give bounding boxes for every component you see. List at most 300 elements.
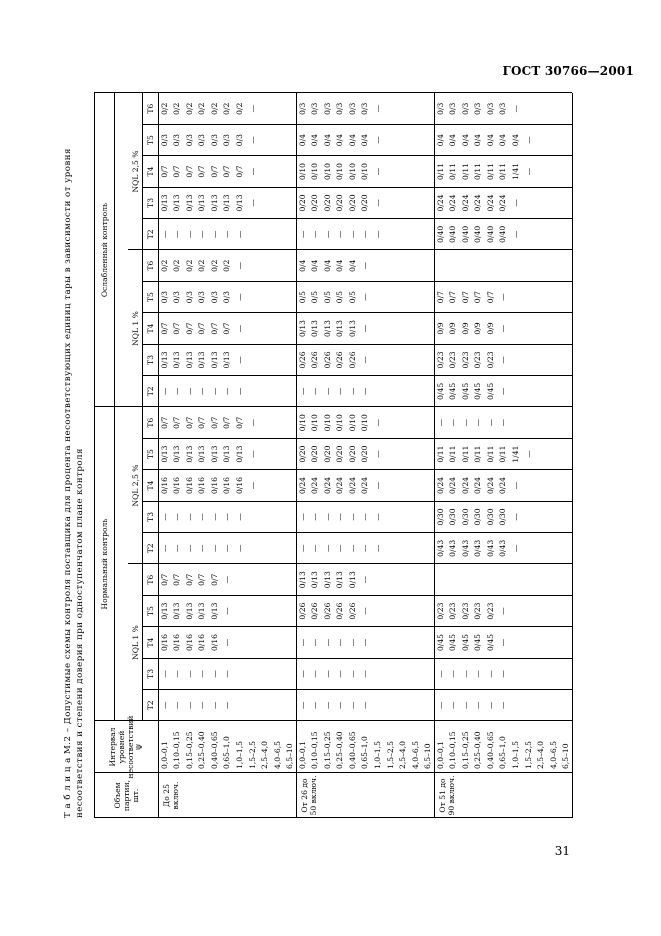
table-cell: 0/7 <box>159 165 169 178</box>
table-cell: 0/13 <box>297 571 307 589</box>
table-cell: — <box>310 230 320 239</box>
table-cell: 0/7 <box>172 573 182 586</box>
table-cell: 0/24 <box>485 194 495 212</box>
table-cell: — <box>247 450 257 458</box>
rule-line <box>142 658 572 659</box>
table-cell: 0/13 <box>184 602 194 620</box>
table-caption: Т а б л и ц а М.2 – Допустимые схемы контроля поставщика для процента несоответствующих единиц тары в зависимости от уровня несоответствия и степени доверия при одноступенчатом плане контроля <box>63 148 85 818</box>
table-cell: 0/4 <box>360 134 370 147</box>
rotated-table-block <box>62 93 572 818</box>
nonconformity-level: 0,10–0,15 <box>172 731 182 769</box>
subcolumn-header-t4: Т4 <box>145 323 155 334</box>
table-cell: 0/30 <box>498 508 508 526</box>
table-cell: 0/9 <box>473 322 483 335</box>
table-cell: — <box>159 544 169 553</box>
table-cell: — <box>360 387 370 396</box>
nonconformity-level: 4,0–6,5 <box>272 741 282 769</box>
table-cell: 0/2 <box>209 259 219 272</box>
table-cell: 0/7 <box>184 165 194 178</box>
table-cell: — <box>373 450 383 458</box>
table-cell: — <box>184 701 194 710</box>
table-top-border <box>94 93 95 818</box>
table-cell: 0/7 <box>197 322 207 335</box>
table-cell: — <box>322 638 332 647</box>
table-cell: — <box>373 418 383 427</box>
table-cell: — <box>159 513 169 521</box>
table-cell: 0/3 <box>297 102 307 115</box>
table-cell: — <box>322 387 332 396</box>
table-cell: 0/7 <box>473 291 483 304</box>
table-cell: 0/9 <box>448 322 458 335</box>
nonconformity-level: 4,0–6,5 <box>410 741 420 769</box>
column-header-volume: Объем партии, шт. <box>112 779 140 812</box>
table-cell: 0/4 <box>335 134 345 147</box>
table-cell: — <box>184 513 194 521</box>
table-cell: — <box>511 513 521 521</box>
table-cell: 0/4 <box>485 134 495 147</box>
rule-line <box>142 124 572 125</box>
table-cell: 0/16 <box>159 476 169 495</box>
table-cell: — <box>485 701 495 710</box>
table-cell: 0/4 <box>498 134 508 147</box>
table-cell: — <box>498 607 508 615</box>
nonconformity-level: 0,25–0,40 <box>197 731 207 769</box>
table-cell: 0/13 <box>310 571 320 589</box>
table-cell: 0/3 <box>335 102 345 115</box>
table-cell: 0/10 <box>297 414 307 432</box>
subcolumn-header-t2: Т2 <box>145 229 155 240</box>
table-cell: 0/43 <box>435 539 445 557</box>
table-cell: — <box>235 544 245 553</box>
table-cell: 0/24 <box>460 194 470 212</box>
table-cell: — <box>347 230 357 239</box>
table-cell: 0/10 <box>360 414 370 432</box>
table-cell: — <box>335 638 345 647</box>
table-cell: 0/4 <box>448 134 458 147</box>
table-cell: 0/26 <box>322 351 332 369</box>
table-cell: 0/45 <box>435 382 445 400</box>
nonconformity-level: 2,5–4,0 <box>260 741 270 769</box>
table-cell: 0/24 <box>335 476 345 495</box>
table-cell: 1/41 <box>511 445 521 463</box>
rule-line <box>142 375 572 376</box>
table-cell: 0/7 <box>172 322 182 335</box>
table-cell: 0/23 <box>485 602 495 620</box>
table-cell: 0/13 <box>222 445 232 463</box>
table-cell: 0/13 <box>184 194 194 212</box>
table-cell: — <box>322 670 332 678</box>
table-cell: 0/2 <box>222 102 232 115</box>
table-cell: — <box>322 544 332 553</box>
header-nql-1: NQL 1 % <box>130 625 140 660</box>
table-cell: — <box>159 701 169 710</box>
table-cell: 0/3 <box>485 102 495 115</box>
table-cell: — <box>235 387 245 396</box>
table-cell: 0/2 <box>172 259 182 272</box>
table-cell: — <box>347 513 357 521</box>
table-cell: 0/40 <box>448 225 458 243</box>
table-cell: 0/16 <box>197 476 207 495</box>
rule-line <box>142 501 572 502</box>
table-cell: 0/3 <box>159 291 169 304</box>
table-cell: 0/7 <box>209 322 219 335</box>
table-cell: 0/26 <box>335 602 345 620</box>
table-cell: 0/11 <box>435 162 445 181</box>
table-cell: — <box>373 199 383 207</box>
table-cell: 0/16 <box>184 476 194 495</box>
table-cell: 0/3 <box>222 134 232 147</box>
table-cell: 0/16 <box>197 633 207 652</box>
nonconformity-level: 0,0–0,1 <box>435 741 445 769</box>
nonconformity-level: 6,5–10 <box>423 743 433 769</box>
table-cell: — <box>473 701 483 710</box>
nonconformity-level: 0,15–0,25 <box>460 731 470 769</box>
table-cell: — <box>172 670 182 678</box>
table-cell: — <box>485 670 495 678</box>
table-cell: 0/24 <box>310 476 320 495</box>
table-cell: 0/13 <box>172 602 182 620</box>
table-cell: 0/13 <box>209 194 219 212</box>
table-cell: 0/16 <box>172 476 182 495</box>
rule-line <box>128 564 572 565</box>
table-cell: 0/4 <box>297 259 307 272</box>
rule-line <box>142 344 572 345</box>
table-cell: 0/4 <box>473 134 483 147</box>
table-cell: 0/45 <box>460 633 470 652</box>
table-cell: 0/11 <box>498 162 508 181</box>
table-cell: — <box>473 670 483 678</box>
table-cell: 0/7 <box>235 165 245 178</box>
table-cell: — <box>498 418 508 427</box>
table-cell: 0/5 <box>335 291 345 304</box>
table-cell: 0/4 <box>322 259 332 272</box>
table-cell: 0/7 <box>184 573 194 586</box>
table-cell: 0/13 <box>172 445 182 463</box>
table-cell: — <box>498 293 508 301</box>
nonconformity-level: 1,5–2,5 <box>385 741 395 769</box>
table-cell: 0/7 <box>485 291 495 304</box>
table-cell: — <box>373 481 383 490</box>
table-cell: — <box>172 513 182 521</box>
nonconformity-level: 4,0–6,5 <box>548 741 558 769</box>
table-cell: 0/3 <box>222 291 232 304</box>
table-cell: 0/7 <box>159 416 169 429</box>
table-cell: — <box>222 575 232 584</box>
table-cell: — <box>184 670 194 678</box>
table-cell: 0/45 <box>485 633 495 652</box>
table-cell: 0/3 <box>347 102 357 115</box>
table-cell: 0/2 <box>222 259 232 272</box>
table-cell: 0/2 <box>159 102 169 115</box>
table-cell: 0/2 <box>172 102 182 115</box>
table-cell: 0/26 <box>335 351 345 369</box>
table-cell: 0/2 <box>209 102 219 115</box>
table-cell: — <box>360 513 370 521</box>
table-cell: — <box>297 544 307 553</box>
table-cell: 0/4 <box>322 134 332 147</box>
table-cell: 0/16 <box>159 633 169 652</box>
table-cell: 0/40 <box>460 225 470 243</box>
table-cell: — <box>209 513 219 521</box>
table-cell: — <box>511 230 521 239</box>
table-cell: 0/3 <box>310 102 320 115</box>
table-cell: 0/7 <box>460 291 470 304</box>
table-cell: 0/16 <box>235 476 245 495</box>
table-cell: 0/3 <box>473 102 483 115</box>
table-cell: 0/13 <box>335 571 345 589</box>
table-cell: — <box>322 230 332 239</box>
table-cell: 0/43 <box>473 539 483 557</box>
table-cell: 0/9 <box>485 322 495 335</box>
table-right-border <box>94 93 572 94</box>
table-cell: 0/20 <box>335 445 345 463</box>
table-cell: 0/4 <box>310 134 320 147</box>
table-cell: 0/24 <box>498 194 508 212</box>
table-cell: — <box>347 544 357 553</box>
nonconformity-level: 1,0–1,5 <box>235 741 245 769</box>
table-cell: — <box>222 670 232 678</box>
table-cell: 0/2 <box>197 102 207 115</box>
subcolumn-header-t4: Т4 <box>145 166 155 177</box>
lot-volume-label: От 51 до 90 включ. <box>438 775 456 816</box>
table-cell: 0/3 <box>209 291 219 304</box>
table-cell: 0/45 <box>473 633 483 652</box>
subcolumn-header-t3: Т3 <box>145 354 155 365</box>
table-cell: — <box>209 544 219 553</box>
table-cell: 0/5 <box>297 291 307 304</box>
table-cell: 0/24 <box>460 476 470 495</box>
table-cell: 0/7 <box>222 165 232 178</box>
table-cell: — <box>523 167 533 176</box>
table-cell: 0/11 <box>498 445 508 463</box>
table-cell: — <box>347 387 357 396</box>
table-cell: — <box>498 324 508 333</box>
table-cell: — <box>335 544 345 553</box>
table-cell: 0/7 <box>222 322 232 335</box>
table-cell: — <box>159 670 169 678</box>
nonconformity-level: 2,5–4,0 <box>536 741 546 769</box>
nonconformity-level: 6,5–10 <box>285 743 295 769</box>
table-cell: 0/13 <box>184 351 194 369</box>
table-cell: 0/45 <box>460 382 470 400</box>
table-cell: 0/9 <box>435 322 445 335</box>
table-cell: 0/45 <box>448 382 458 400</box>
table-cell: 0/13 <box>197 445 207 463</box>
table-cell: — <box>498 670 508 678</box>
nonconformity-level: 2,5–4,0 <box>398 741 408 769</box>
rule-line <box>142 626 572 627</box>
table-cell: 0/10 <box>310 414 320 432</box>
table-cell: 0/16 <box>209 476 219 495</box>
table-cell: — <box>435 670 445 678</box>
table-cell: 0/7 <box>435 291 445 304</box>
table-cell: 0/24 <box>435 194 445 212</box>
table-cell: — <box>222 513 232 521</box>
table-cell: — <box>235 513 245 521</box>
rule-line <box>142 281 572 282</box>
table-cell: 0/7 <box>184 322 194 335</box>
table-cell: — <box>322 513 332 521</box>
table-cell: 0/23 <box>473 602 483 620</box>
table-cell: 0/11 <box>473 445 483 463</box>
table-cell: — <box>373 230 383 239</box>
header-nql-2-5: NQL 2,5 % <box>130 464 140 507</box>
subcolumn-header-t3: Т3 <box>145 511 155 522</box>
table-cell: 0/40 <box>435 225 445 243</box>
table-cell: — <box>235 261 245 270</box>
subcolumn-header-t5: Т5 <box>145 135 155 146</box>
table-cell: 0/13 <box>347 571 357 589</box>
table-cell: — <box>297 701 307 710</box>
subcolumn-header-t4: Т4 <box>145 637 155 648</box>
table-cell: 0/43 <box>448 539 458 557</box>
table-cell: — <box>310 387 320 396</box>
table-cell: 0/13 <box>222 351 232 369</box>
table-cell: — <box>159 387 169 396</box>
rule-line <box>142 187 572 188</box>
table-cell: 0/13 <box>322 571 332 589</box>
table-cell: 0/2 <box>184 259 194 272</box>
table-cell: — <box>297 638 307 647</box>
table-cell: 0/11 <box>435 445 445 463</box>
group-separator <box>296 93 297 818</box>
table-cell: 0/13 <box>209 351 219 369</box>
table-cell: 0/13 <box>209 445 219 463</box>
table-cell: — <box>247 199 257 207</box>
table-cell: — <box>360 544 370 553</box>
table-cell: 0/26 <box>297 602 307 620</box>
table-cell: 0/26 <box>347 602 357 620</box>
table-cell: 0/13 <box>159 194 169 212</box>
table-cell: 0/7 <box>235 416 245 429</box>
table-cell: 0/3 <box>322 102 332 115</box>
table-cell: 0/13 <box>347 319 357 338</box>
table-cell: 0/24 <box>448 194 458 212</box>
table-cell: — <box>485 418 495 427</box>
table-cell: 0/20 <box>347 194 357 212</box>
table-cell: — <box>335 701 345 710</box>
nonconformity-level: 6,5–10 <box>561 743 571 769</box>
table-cell: 0/24 <box>473 194 483 212</box>
table-cell: 0/2 <box>184 102 194 115</box>
table-cell: 0/4 <box>511 134 521 147</box>
table-cell: — <box>247 418 257 427</box>
table-cell: — <box>460 670 470 678</box>
table-cell: — <box>335 387 345 396</box>
table-cell: 0/30 <box>448 508 458 526</box>
table-cell: 0/13 <box>209 602 219 620</box>
table-cell: 0/3 <box>448 102 458 115</box>
table-cell: — <box>373 544 383 553</box>
subcolumn-header-t6: Т6 <box>145 103 155 114</box>
table-cell: — <box>172 544 182 553</box>
table-cell: 0/10 <box>322 414 332 432</box>
table-cell: 0/5 <box>347 291 357 304</box>
table-cell: 0/4 <box>435 134 445 147</box>
table-cell: — <box>297 670 307 678</box>
table-cell: 0/3 <box>197 291 207 304</box>
table-cell: — <box>373 167 383 176</box>
header-reduced-control: Ослабленный контроль <box>99 202 109 298</box>
header-bottom-border <box>158 93 159 818</box>
table-cell: 0/13 <box>235 445 245 463</box>
subcolumn-header-t6: Т6 <box>145 260 155 271</box>
nonconformity-level: 1,0–1,5 <box>511 741 521 769</box>
table-cell: 0/26 <box>347 351 357 369</box>
table-cell: 0/24 <box>498 476 508 495</box>
table-cell: 0/3 <box>360 102 370 115</box>
table-cell: 0/30 <box>460 508 470 526</box>
table-cell: 0/24 <box>485 476 495 495</box>
table-cell: — <box>159 230 169 239</box>
table-cell: 0/10 <box>335 162 345 181</box>
table-cell: — <box>222 638 232 647</box>
table-cell: 0/3 <box>435 102 445 115</box>
table-cell: — <box>360 261 370 270</box>
table-cell: — <box>197 513 207 521</box>
table-cell: — <box>360 356 370 364</box>
table-cell: 0/13 <box>235 194 245 212</box>
table-cell: 0/4 <box>460 134 470 147</box>
table-cell: — <box>498 356 508 364</box>
rule-line <box>94 407 572 408</box>
table-cell: 0/30 <box>473 508 483 526</box>
table-cell: 0/4 <box>335 259 345 272</box>
table-cell: — <box>360 293 370 301</box>
table-cell: — <box>209 387 219 396</box>
table-cell: 0/13 <box>184 445 194 463</box>
table-cell: — <box>460 701 470 710</box>
table-cell: 0/4 <box>347 134 357 147</box>
rule-line <box>142 689 572 690</box>
table-cell: 0/45 <box>485 382 495 400</box>
table-cell: 0/20 <box>310 194 320 212</box>
table-cell: 0/11 <box>473 162 483 181</box>
table-cell: — <box>473 418 483 427</box>
table-cell: 0/23 <box>435 602 445 620</box>
nonconformity-level: 0,40–0,65 <box>485 731 495 769</box>
table-cell: 0/13 <box>222 194 232 212</box>
table-cell: — <box>297 513 307 521</box>
nonconformity-level: 1,5–2,5 <box>523 741 533 769</box>
table-bottom-border <box>572 93 573 818</box>
table-cell: 0/11 <box>485 445 495 463</box>
table-cell: — <box>448 670 458 678</box>
table-cell: — <box>360 324 370 333</box>
table-cell: 0/10 <box>360 162 370 181</box>
table-cell: 0/5 <box>310 291 320 304</box>
table-cell: 0/30 <box>435 508 445 526</box>
table-cell: — <box>498 701 508 710</box>
nonconformity-level: 1,0–1,5 <box>373 741 383 769</box>
rule-line <box>142 595 572 596</box>
table-cell: — <box>247 104 257 113</box>
table-cell: — <box>235 356 245 364</box>
table-cell: 0/45 <box>435 633 445 652</box>
table-cell: 0/26 <box>297 351 307 369</box>
table-cell: — <box>297 230 307 239</box>
nonconformity-level: 0,15–0,25 <box>322 731 332 769</box>
table-cell: 0/3 <box>184 291 194 304</box>
subcolumn-header-t3: Т3 <box>145 668 155 679</box>
nonconformity-level: 0,10–0,15 <box>448 731 458 769</box>
table-cell: 0/7 <box>197 573 207 586</box>
table-cell: 0/20 <box>360 445 370 463</box>
table-cell: 0/13 <box>159 602 169 620</box>
table-cell: 0/11 <box>460 162 470 181</box>
nonconformity-level: 1,5–2,5 <box>247 741 257 769</box>
table-cell: — <box>172 230 182 239</box>
